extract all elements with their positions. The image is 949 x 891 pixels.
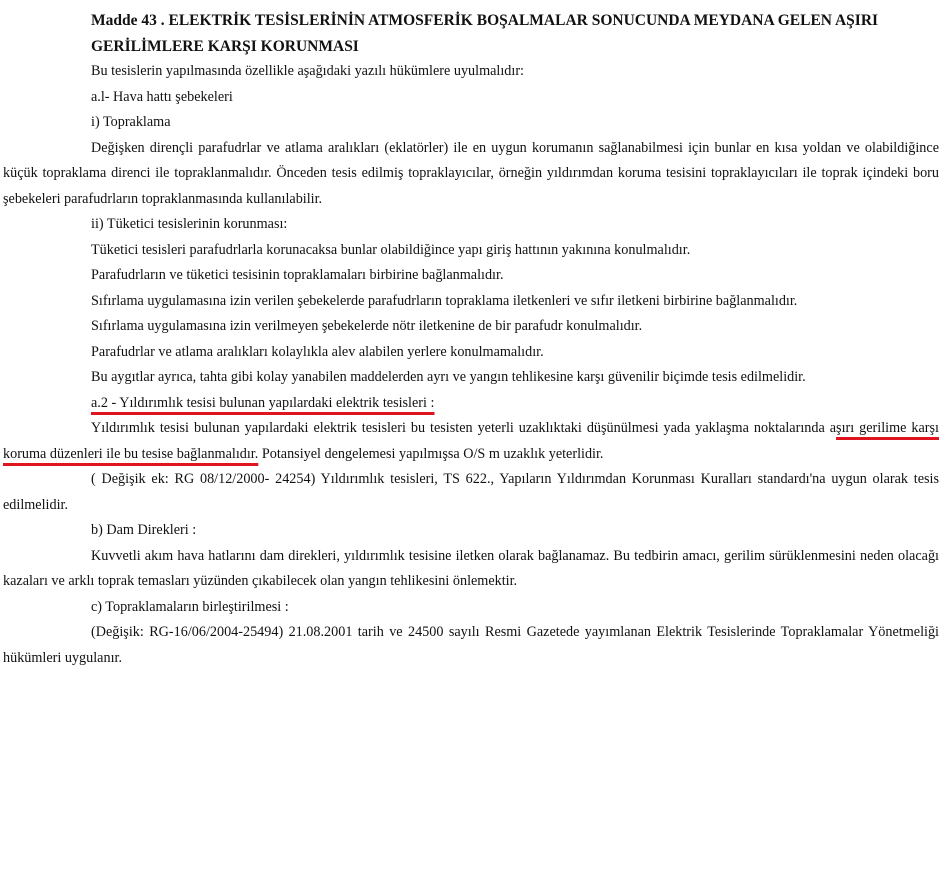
- lightning-text-end: Potansiyel dengelemesi yapılmışsa O/S m uzaklık yeterlidir.: [258, 445, 604, 462]
- section-c-heading: c) Topraklamaların birleştirilmesi :: [91, 598, 289, 615]
- document-page: [3, 8, 939, 671]
- intro-paragraph: Bu tesislerin yapılmasında özellikle aşağıdaki yazılı hükümlere uyulmalıdır:: [91, 63, 525, 79]
- section-b-heading: b) Dam Direkleri :: [91, 522, 197, 538]
- flammable-paragraph: Parafudrlar ve atlama aralıkları kolaylıkla alev alabilen yerlere konulmamalıdır.: [91, 343, 544, 360]
- lightning-paragraph: [3, 416, 939, 467]
- section-a1-heading: a.l- Hava hattı şebekeleri: [91, 88, 233, 105]
- lightning-text-start: Yıldırımlık tesisi bulunan yapılardaki elektrik tesisleri bu tesisten yeterli uzaklıktaki düşünülmesi yada yaklaşma noktalarında a: [91, 420, 837, 436]
- grounding-merge-paragraph: (Değişik: RG-16/06/2004-25494) 21.08.2001 tarih ve 24500 sayılı Resmi Gazetede yayımlanan Elektrik Tesislerinde Topraklamalar Yönetmeliği hükümleri uygulanır.: [3, 624, 939, 666]
- zeroing-paragraph-2: Sıfırlama uygulamasına izin verilmeyen şebekelerde nötr iletkenine de bir parafudr konulmalıdır.: [91, 318, 643, 334]
- article-title: Madde 43 . ELEKTRİK TESİSLERİNİN ATMOSFERİK BOŞALMALAR SONUCUNDA MEYDANA GELEN AŞIRI GERİLİMLERE KARŞI KORUNMASI: [91, 12, 879, 55]
- zeroing-paragraph-1: Sıfırlama uygulamasına izin verilen şebekelerde parafudrların topraklama iletkenleri ve sıfır iletkeni birbirine bağlanmalıdır.: [91, 292, 798, 309]
- consumer-paragraph-2: Parafudrların ve tüketici tesisinin topraklamaları birbirine bağlanmalıdır.: [91, 267, 504, 283]
- consumer-paragraph-1: Tüketici tesisleri parafudrlarla korunacaksa bunlar olabildiğince yapı giriş hattının yakınına konulmalıdır.: [91, 241, 691, 258]
- underlined-highlight: şırı gerilime karşı koruma düzenleri ile bu tesise bağlanmalıdır.: [3, 420, 939, 462]
- device-paragraph: Bu aygıtlar ayrıca, tahta gibi kolay yanabilen maddelerden ayrı ve yangın tehlikesine karşı güvenilir biçimde tesis edilmelidir.: [91, 369, 806, 385]
- underlined-heading: a.2 - Yıldırımlık tesisi bulunan yapılardaki elektrik tesisleri :: [91, 394, 435, 411]
- subsection-i-heading: i) Topraklama: [91, 114, 171, 130]
- grounding-paragraph: Değişken dirençli parafudrlar ve atlama aralıkları (eklatörler) ile en uygun korumanın sağlanabilmesi için bunlar en kısa yoldan ve olabildiğince küçük topraklama direnci ile topraklanmalıdır. Önceden tesis edilmiş topraklayıcılar, örneğin yıldırımdan koruma tesisini topraklayıcıları ile toprak içindeki boru şebekeleri parafudrların topraklanmasında kullanılabilir.: [3, 139, 939, 207]
- subsection-ii-heading: ii) Tüketici tesislerinin korunması:: [91, 216, 288, 232]
- roof-pole-paragraph: Kuvvetli akım hava hatlarını dam direkleri, yıldırımlık tesisine iletken olarak bağlanamaz. Bu tedbirin amacı, gerilim sürüklenmesini neden olacağı kazaları ve arklı toprak temasları yüzünden çıkabilecek olan yangın tehlikesini önlemektir.: [3, 547, 939, 589]
- section-a2-heading: [3, 391, 939, 417]
- amendment-paragraph: ( Değişik ek: RG 08/12/2000- 24254) Yıldırımlık tesisleri, TS 622., Yapıların Yıldırımdan Korunması Kuralları standardı'na uygun olarak tesis edilmelidir.: [3, 471, 939, 513]
